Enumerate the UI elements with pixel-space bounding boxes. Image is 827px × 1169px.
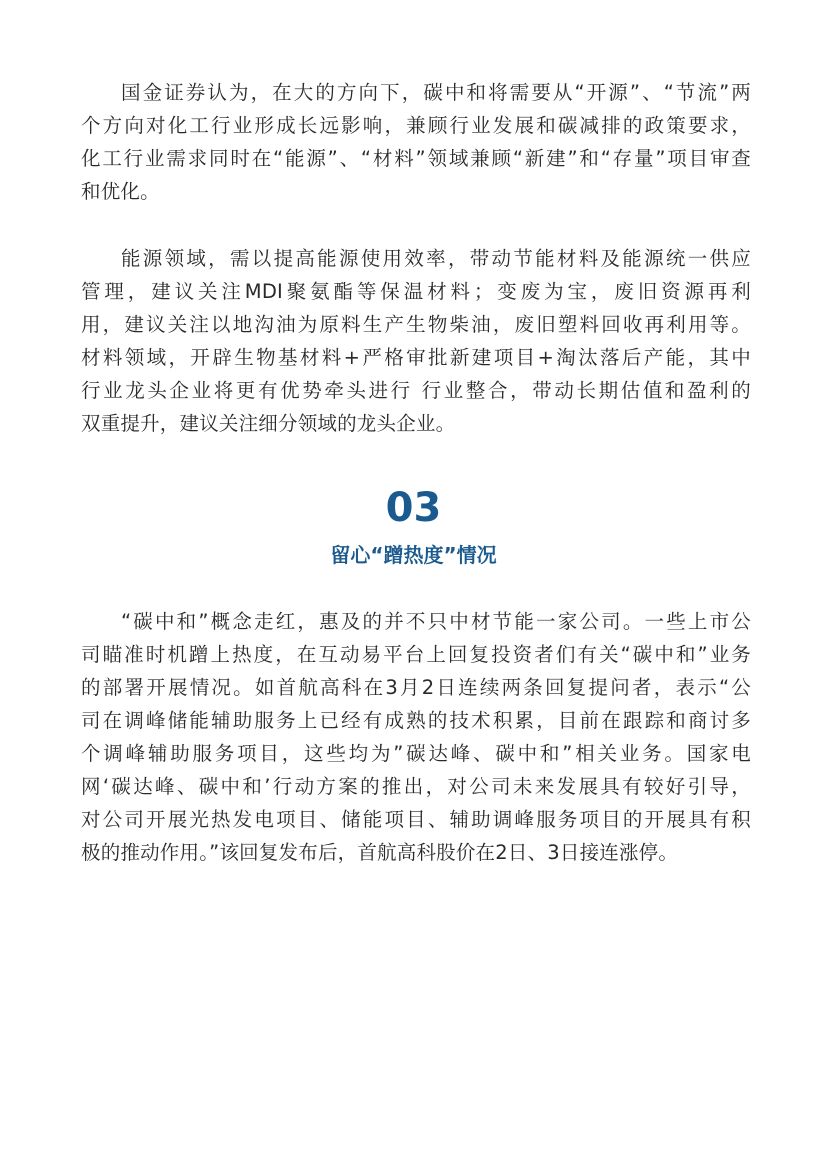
paragraph-line: 的部署开展情况。如首航高科在3月2日连续两条回复提问者，表示“公 <box>81 676 751 699</box>
paragraph-hype-companies <box>81 605 751 869</box>
paragraph-line: 双重提升，建议关注细分领域的龙头企业。 <box>81 412 456 435</box>
paragraph-line: “碳中和”概念走红，惠及的并不只中材节能一家公司。一些上市公 <box>121 610 751 633</box>
paragraph-line: 化工行业需求同时在“能源”、“材料”领域兼顾“新建”和“存量”项目审查 <box>81 147 751 170</box>
paragraph-line: 个方向对化工行业形成长远影响，兼顾行业发展和碳减排的政策要求， <box>81 114 751 137</box>
paragraph-line: 能源领域，需以提高能源使用效率，带动节能材料及能源统一供应 <box>121 247 751 270</box>
paragraph-line: 管理，建议关注MDI聚氨酯等保温材料；变废为宝，废旧资源再利 <box>81 280 751 303</box>
paragraph-line: 国金证券认为，在大的方向下，碳中和将需要从“开源”、“节流”两 <box>121 81 751 104</box>
paragraph-line: 个调峰辅助服务项目，这些均为”碳达峰、碳中和”相关业务。国家电 <box>81 742 751 765</box>
paragraph-line: 用，建议关注以地沟油为原料生产生物柴油，废旧塑料回收再利用等。 <box>81 313 751 336</box>
paragraph-energy-and-materials <box>81 242 751 440</box>
paragraph-line: 司在调峰储能辅助服务上已经有成熟的技术积累，目前在跟踪和商讨多 <box>81 709 751 732</box>
section-title: 留心“蹭热度”情况 <box>330 543 497 567</box>
paragraph-line: 行业龙头企业将更有优势牵头进行 行业整合，带动长期估值和盈利的 <box>81 379 751 402</box>
paragraph-line: 和优化。 <box>81 180 160 203</box>
paragraph-line: 材料领域，开辟生物基材料+严格审批新建项目+淘汰落后产能，其中 <box>81 346 751 369</box>
paragraph-line: 网‘碳达峰、碳中和’行动方案的推出，对公司未来发展具有较好引导， <box>81 775 751 798</box>
paragraph-carbon-neutral-outlook <box>81 76 751 208</box>
paragraph-line: 极的推动作用。”该回复发布后，首航高科股价在2日、3日接连涨停。 <box>81 841 679 864</box>
paragraph-line: 司瞄准时机蹭上热度，在互动易平台上回复投资者们有关“碳中和”业务 <box>81 643 751 666</box>
section-number: 03 <box>385 485 442 531</box>
paragraph-line: 对公司开展光热发电项目、储能项目、辅助调峰服务项目的开展具有积 <box>81 808 751 831</box>
